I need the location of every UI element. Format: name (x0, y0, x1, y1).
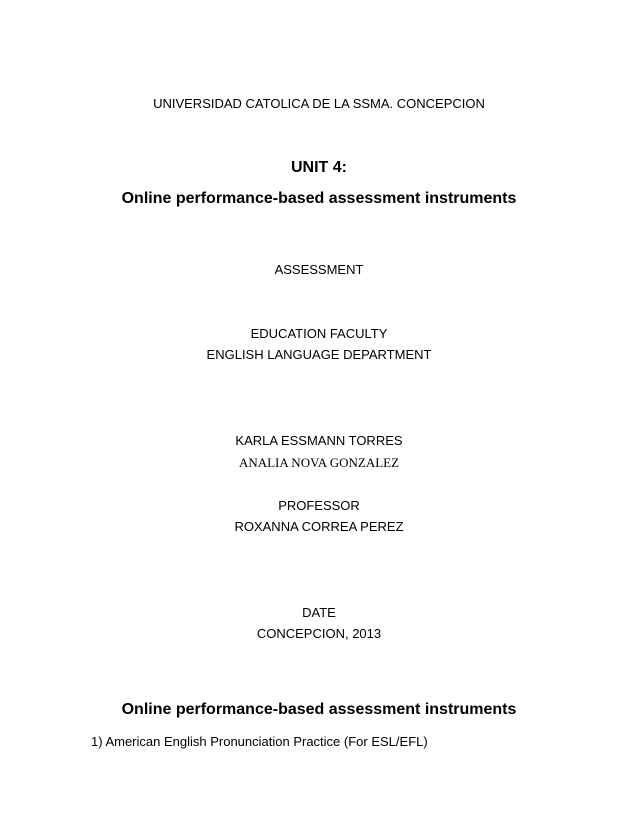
department-name: ENGLISH LANGUAGE DEPARTMENT (206, 347, 432, 362)
author-name: ANALIA NOVA GONZALEZ (238, 455, 400, 470)
university-name: UNIVERSIDAD CATOLICA DE LA SSMA. CONCEPCION (153, 96, 485, 111)
section-heading: Online performance-based assessment instruments (121, 701, 517, 718)
author-name: KARLA ESSMANN TORRES (235, 433, 403, 448)
professor-name: ROXANNA CORREA PEREZ (234, 519, 404, 534)
date-label: DATE (302, 605, 336, 620)
course-name: ASSESSMENT (274, 262, 364, 277)
date-value: CONCEPCION, 2013 (256, 626, 382, 641)
faculty-name: EDUCATION FACULTY (250, 326, 388, 341)
list-item: 1) American English Pronunciation Practice (For ESL/EFL) (91, 734, 428, 749)
document-title: Online performance-based assessment instruments (121, 190, 517, 207)
unit-number: UNIT 4: (291, 159, 347, 176)
professor-label: PROFESSOR (278, 498, 360, 513)
